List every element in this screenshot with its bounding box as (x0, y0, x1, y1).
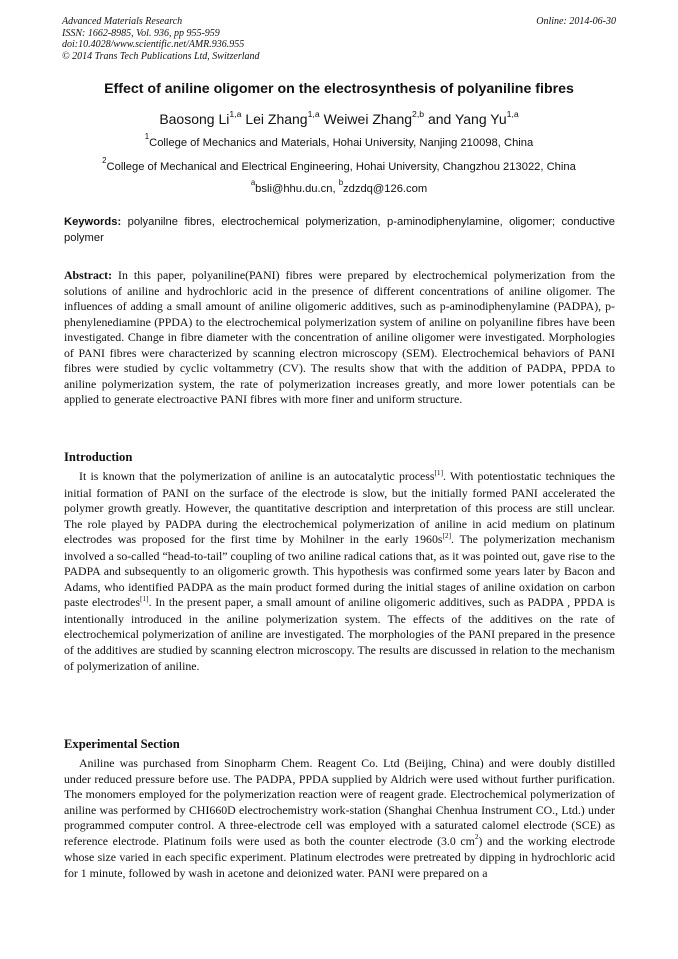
experimental-heading: Experimental Section (64, 737, 180, 751)
citation: [1] (140, 593, 149, 603)
journal-issn: ISSN: 1662-8985, Vol. 936, pp 955-959 (62, 27, 220, 39)
keywords-text: polyanilne fibres, electrochemical polymerization, p-aminodiphenylamine, oligomer; conductive polymer (64, 216, 616, 244)
email-mark: b (338, 177, 344, 187)
author-affiliation-mark: 1,a (229, 109, 242, 120)
abstract-text: In this paper, polyaniline(PANI) fibres were prepared by electrochemical polymerization from the solutions of aniline and hydrochloric acid in the presence of different concentrations of aniline oligomer. The influences of adding a small amount of aniline oligomeric additives, such as p-aminodiphenylamine (PADPA), p-phenylenediamine (PPDA) to the electrochemical polymerization system of aniline on polyaniline fibres have been investigated. Change in fibre diameter with the concentration of aniline oligomer were investigated. Morphologies of PANI fibres were characterized by scanning electron microscopy (SEM). Electrochemical behaviors of PANI fibres were studied by cyclic voltammetry (CV). The results show that with the addition of PADPA, PPDA to aniline polymerization system, the rate of polymerization increases greatly, and more lower potentials can be applied to generate electroactive PANI fibres with more finer and uniform structure. (64, 268, 615, 407)
intro-text: . With potentiostatic techniques the initial formation of PANI on the surface of the electrode is slow, but the initially formed PANI accelerated the polymer growth greatly. However, the quantitative description and interpretation of this process are still unclear. The role played by PADPA during the electrochemical polymerization of aniline in acid medium on platinum electrodes was proposed for the first time by Mohilner in the early 1960s (64, 469, 615, 547)
email-address: zdzdq@126.com (343, 183, 428, 195)
email-line (40, 177, 638, 197)
author-name: Weiwei Zhang (323, 111, 413, 127)
citation: [1] (434, 467, 444, 477)
journal-name: Advanced Materials Research (62, 16, 183, 27)
abstract-label: Abstract: (64, 268, 113, 282)
unit-superscript: 2 (474, 832, 479, 842)
keywords (64, 215, 615, 246)
affiliation-mark: 2 (102, 155, 107, 165)
experimental-text: Aniline was purchased from Sinopharm Chem. Reagent Co. Ltd (Beijing, China) and were doubly distilled under reduced pressure before use. The PADPA, PPDA supplied by Aldrich were used without further purification. The monomers employed for the polymerization reaction were of reagent grade. Electrochemical polymerization of aniline was performed by CHI660D electrochemistry work-station (Shanghai Chenhua Instrument CO., Ltd.) under programmed computer control. A three-electrode cell was employed with a saturated calomel electrode (SCE) as reference electrode. Platinum foils were used as both the counter electrode (3.0 cm (64, 756, 615, 848)
affiliation-mark: 1 (144, 131, 150, 141)
affiliation-text: College of Mechanics and Materials, Hohai University, Nanjing 210098, China (149, 137, 534, 149)
author-affiliation-mark: 1,a (307, 109, 320, 120)
author-name: Baosong Li (159, 111, 230, 127)
abstract (64, 268, 615, 408)
affiliation-1 (40, 131, 638, 151)
intro-text: . The polymerization mechanism involved a so-called “head-to-tail” coupling of two aniline radical cations that, as it was pointed out, gave rise to the PADPA and subsequently to an oligomeric growth. This hypothesis was confirmed some years later by Bacon and Adams, who identified PADPA as the main product formed during the initial stages of aniline oxidation on carbon paste electrodes (64, 532, 615, 610)
email-mark: a (250, 177, 256, 187)
author-conjunction: and (427, 111, 452, 127)
journal-copyright: © 2014 Trans Tech Publications Ltd, Switzerland (62, 50, 260, 62)
email-address: bsli@hhu.du.cn, (255, 183, 336, 195)
journal-doi: doi:10.4028/www.scientific.net/AMR.936.955 (62, 39, 245, 50)
journal-header (62, 16, 616, 62)
experimental-text: ) and the working electrode whose size varied in each specific experiment. Platinum electrodes were pretreated by dipping in hydrochloric acid for 1 minute, followed by wash in acetone and deionized water. PANI were prepared on a (64, 833, 616, 880)
keywords-label: Keywords: (64, 216, 122, 228)
intro-text: . In the present paper, a small amount of aniline oligomeric additives, such as PADPA , PPDA is intentionally introduced in the aniline polymerization system. The effects of the additives on the rate of electrochemical polymerization of aniline are investigated. The morphologies of the PANI prepared in the presence of the additives are studied by scanning electron microscopy. The results are discussed in relation to the mechanism of polymerization of aniline. (64, 595, 615, 673)
author-name: Lei Zhang (245, 111, 308, 127)
author-affiliation-mark: 1,a (506, 109, 519, 120)
paper-title: Effect of aniline oligomer on the electrosynthesis of polyaniline fibres (104, 81, 574, 97)
author-name: Yang Yu (454, 111, 507, 127)
online-date: Online: 2014-06-30 (536, 16, 616, 27)
author-affiliation-mark: 2,b (412, 109, 425, 120)
author-list (40, 110, 638, 130)
affiliation-text: College of Mechanical and Electrical Engineering, Hohai University, Changzhou 213022, China (106, 161, 576, 173)
introduction-paragraph (64, 469, 615, 674)
intro-text: It is known that the polymerization of aniline is an autocatalytic process (79, 469, 435, 483)
citation: [2] (442, 530, 452, 540)
experimental-paragraph (64, 756, 615, 881)
introduction-heading: Introduction (64, 450, 133, 464)
affiliation-2 (40, 155, 638, 175)
